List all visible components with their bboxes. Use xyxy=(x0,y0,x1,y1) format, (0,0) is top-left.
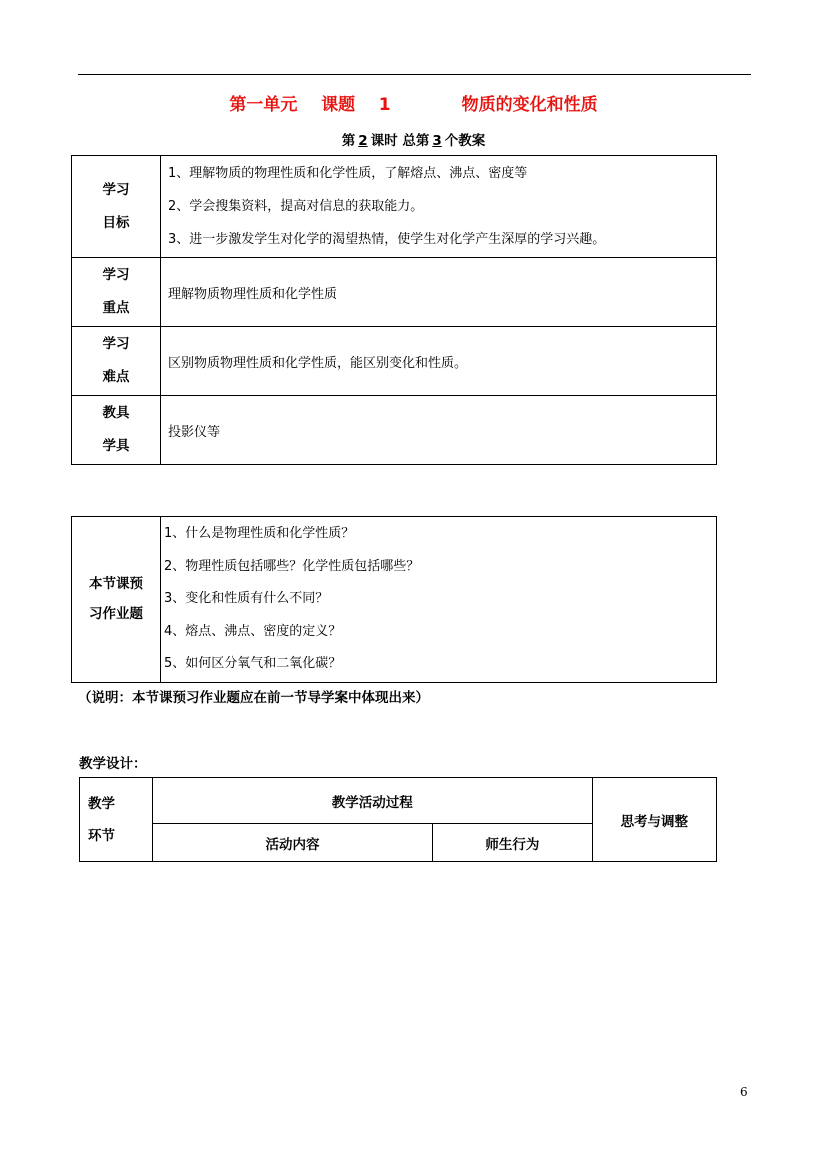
teaching-design-table xyxy=(79,777,717,862)
goals-row xyxy=(72,156,717,258)
env-head: 教学 环节 xyxy=(80,778,153,862)
homework-question: 5、如何区分氧气和二氧化碳？ xyxy=(164,656,342,672)
subtitle-prefix: 第 xyxy=(341,133,356,149)
homework-question: 1、什么是物理性质和化学性质？ xyxy=(164,526,355,541)
key-points-head: 学习 重点 xyxy=(72,258,161,327)
design-header-row xyxy=(80,778,717,824)
content-head: 活动内容 xyxy=(152,824,432,862)
total-number: 3 xyxy=(432,133,442,149)
header-rule xyxy=(78,74,751,75)
difficulties-content: 区别物质物理性质和化学性质，能区别变化和性质。 xyxy=(161,327,717,396)
homework-head: 本节课预 习作业题 xyxy=(72,517,161,683)
behavior-head: 师生行为 xyxy=(433,824,592,862)
lesson-title: 第一单元 课题 1 物质的变化和性质 xyxy=(229,95,598,115)
materials-head: 教具 学具 xyxy=(72,396,161,465)
key-points-row xyxy=(72,258,717,327)
difficulties-row xyxy=(72,327,717,396)
materials-content: 投影仪等 xyxy=(161,396,717,465)
lesson-subtitle xyxy=(0,129,827,149)
goals-head: 学习 目标 xyxy=(72,156,161,258)
page-number: 6 xyxy=(740,1085,748,1099)
homework-question: 4、熔点、沸点、密度的定义？ xyxy=(164,623,342,639)
process-head: 教学活动过程 xyxy=(152,778,592,824)
goals-content xyxy=(161,156,717,258)
homework-question: 3、变化和性质有什么不同？ xyxy=(164,591,329,607)
goal-item: 3、进一步激发学生对化学的渴望热情，使学生对化学产生深厚的学习兴趣。 xyxy=(168,232,606,247)
subtitle-suffix: 个教案 xyxy=(444,133,486,149)
homework-questions xyxy=(161,517,717,683)
homework-question: 2、物理性质包括哪些？化学性质包括哪些？ xyxy=(164,558,420,574)
homework-table xyxy=(71,516,717,683)
difficulties-head: 学习 难点 xyxy=(72,327,161,396)
subtitle-mid: 课时 总第 xyxy=(370,133,430,149)
reflect-head: 思考与调整 xyxy=(592,778,716,862)
homework-note: （说明：本节课预习作业题应在前一节导学案中体现出来） xyxy=(78,690,429,706)
goal-item: 1、理解物质的物理性质和化学性质，了解熔点、沸点、密度等 xyxy=(168,166,528,181)
lesson-number: 2 xyxy=(358,133,368,149)
key-points-content: 理解物质物理性质和化学性质 xyxy=(161,258,717,327)
goal-item: 2、学会搜集资料，提高对信息的获取能力。 xyxy=(168,199,424,214)
lesson-info-table xyxy=(71,155,717,465)
materials-row xyxy=(72,396,717,465)
design-label: 教学设计： xyxy=(79,756,147,772)
homework-row xyxy=(72,517,717,683)
